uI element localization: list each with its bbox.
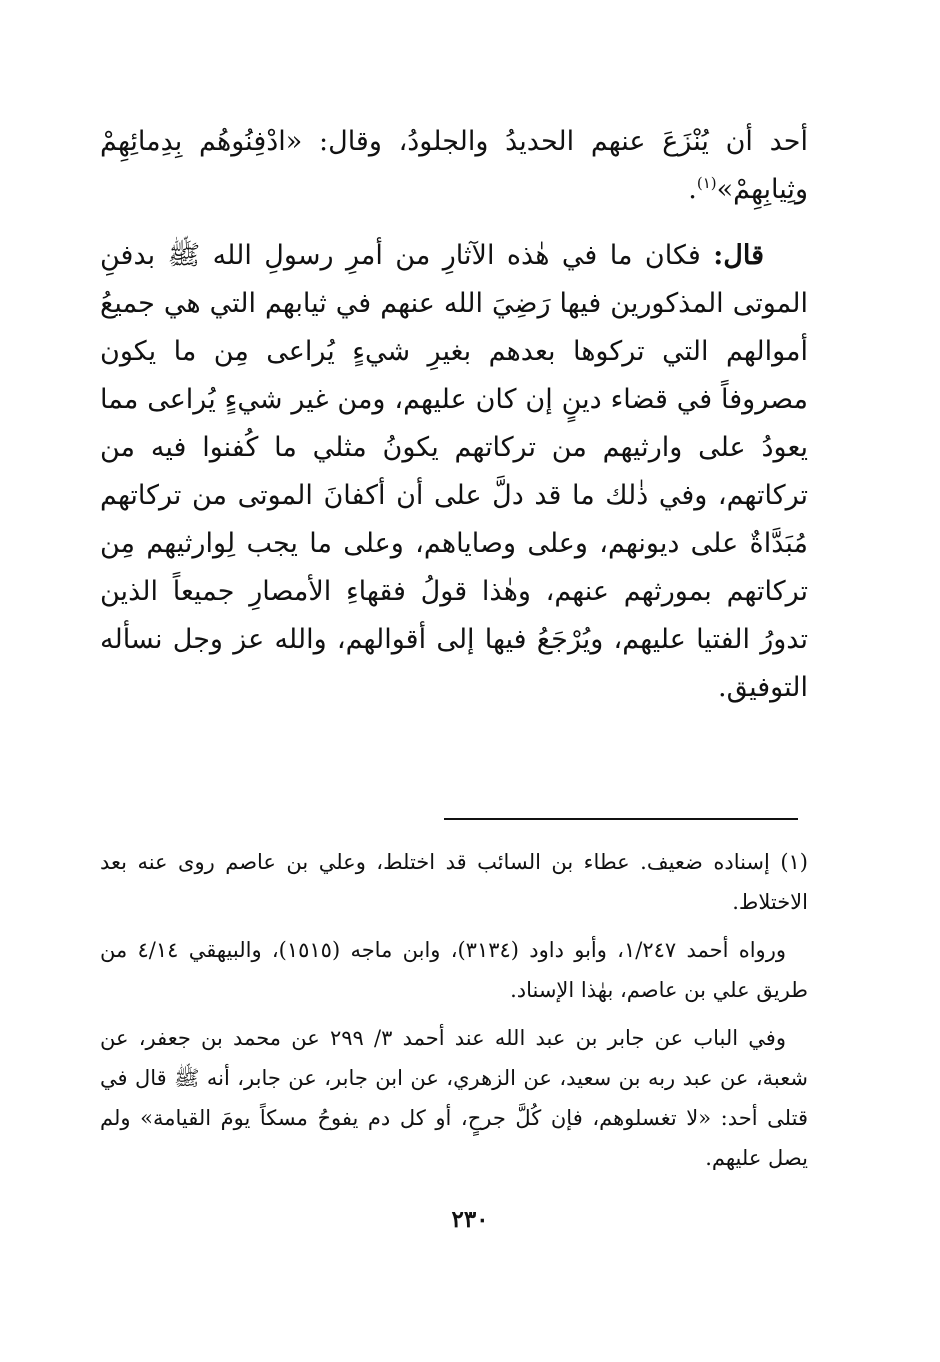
commentary-paragraph: [100, 232, 808, 712]
footnote-1-sources: ورواه أحمد ١/٢٤٧، وأبو داود (٣١٣٤)، وابن ماجه (١٥١٥)، والبيهقي ٤/١٤ من طريق علي بن عاصم، بهٰذا الإسناد.: [100, 938, 808, 1002]
commentary-text: فكان ما في هٰذه الآثارِ من أمرِ رسولِ الله ﷺ بدفنِ الموتى المذكورين فيها رَضِيَ الله عنهم في ثيابهم التي هي جميعُ أموالهم التي تركوها بعدهم بغيرِ شيءٍ يُراعى مِن ما يكون مصروفاً في قضاء دينٍ إن كان عليهم، ومن غير شيءٍ يُراعى مما يعودُ على وارثيهم من تركاتهم يكونُ مثلي ما كُفنوا فيه من تركاتهم، وفي ذٰلك ما قد دلَّ على أن أكفانَ الموتى من تركاتهم مُبَدَّاةٌ على ديونهم، وعلى وصاياهم، وعلى ما يجب لِوارثيهم مِن تركاتهم بمورثهم عنهم، وهٰذا قولُ فقهاءِ الأمصارِ جميعاً الذين تدورُ الفتيا عليهم، ويُرْجَعُ فيها إلى أقوالهم، والله عز وجل نسأله التوفيق.: [100, 240, 808, 703]
footnote-1-related: وفي الباب عن جابر بن عبد الله عند أحمد ٣/ ٢٩٩ عن محمد بن جعفر، عن شعبة، عن عبد ربه بن سعيد، عن الزهري، عن ابن جابر، عن جابر، أنه ﷺ قال في قتلى أحد: «لا تغسلوهم، فإن كُلَّ جرحٍ، أو كل دم يفوحُ مسكاً يومَ القيامة» ولم يصل عليهم.: [100, 1026, 808, 1170]
page-number: ٢٣٠: [451, 1206, 489, 1233]
footnote-1: (١) إسناده ضعيف. عطاء بن السائب قد اختلط، وعلي بن عاصم روى عنه بعد الاختلاط.: [100, 850, 808, 914]
footnote-reference: (١): [696, 174, 717, 192]
qala-label: قال:: [713, 240, 764, 271]
continuation-text: أحد أن يُنْزَعَ عنهم الحديدُ والجلودُ، وقال: «ادْفِنُوهُم بِدِمائِهِمْ وثِيابِهِمْ»: [100, 126, 808, 205]
continuation-paragraph: [100, 118, 808, 214]
footnotes: [100, 842, 808, 1186]
continuation-end: .: [688, 174, 697, 205]
footnote-separator: [444, 818, 798, 820]
main-text: [100, 118, 808, 712]
